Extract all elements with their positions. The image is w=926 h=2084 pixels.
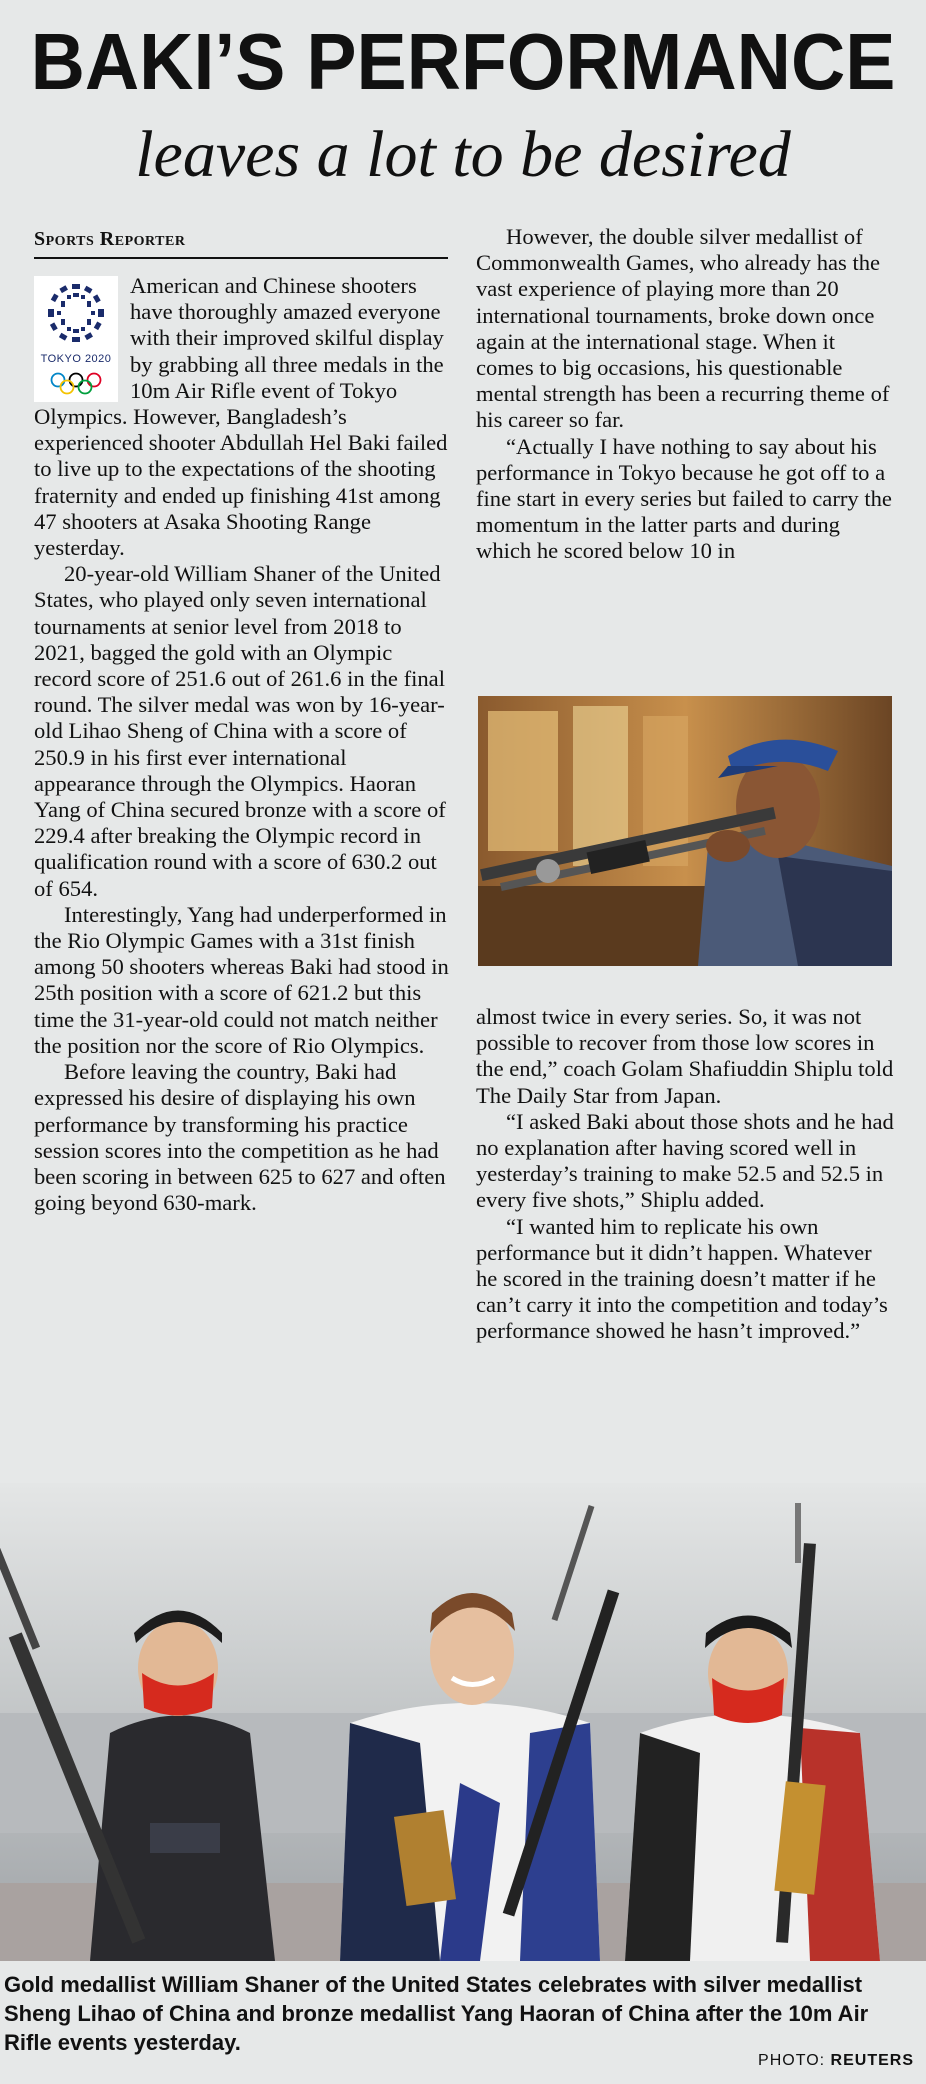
photo-credit	[758, 2052, 914, 2070]
paragraph: 20-year-old William Shaner of the United States, who played only seven international tournaments at senior level from 2018 to 2021, bagged the gold with an Olympic record score of 251.6 out of 261.6 in the final round. The silver medal was won by 16-year-old Lihao Sheng of China with a score of 250.9 in his first ever international appearance through the Olympics. Haoran Yang of China secured bronze with a score of 229.4 after breaking the Olympic record in qualification round with a score of 630.2 out of 654.	[34, 561, 446, 901]
byline: Sports Reporter	[34, 228, 186, 250]
photo-caption: Gold medallist William Shaner of the United States celebrates with silver medallist Sheng Lihao of China and bronze medallist Yang Haoran of China after the 10m Air Rifle events yesterday.	[4, 1972, 869, 2055]
paragraph: “I wanted him to replicate his own performance but it didn’t happen. Whatever he scored in the training doesn’t matter if he can’t carry it into the competition and today’s performance showed he hasn’t improved.”	[476, 1213, 888, 1344]
logo-text: TOKYO 2020	[40, 352, 112, 365]
article-column-2-top	[476, 224, 896, 565]
tokyo-2020-emblem-icon	[34, 276, 118, 402]
article-column-2-bottom	[476, 1004, 896, 1345]
paragraph: almost twice in every series. So, it was not possible to recover from those low scores in the end,” coach Golam Shafiuddin Shiplu told The Daily Star from Japan.	[476, 1004, 894, 1108]
paragraph: However, the double silver medallist of Commonwealth Games, who already has the vast experience of playing more than 20 international tournaments, broke down once again at the international stage. When it comes to big occasions, his questionable mental strength has been a recurring theme of his career so far.	[476, 224, 890, 433]
paragraph: Before leaving the country, Baki had expressed his desire of displaying his own performance by transforming his practice session scores into the competition as he had been scoring in between 625 to 627 and often going beyond 630-mark.	[34, 1059, 446, 1216]
credit-source: REUTERS	[830, 2052, 914, 2069]
article-column-1	[34, 273, 452, 1216]
paragraph: American and Chinese shooters have thoroughly amazed everyone with their improved skilful display by grabbing all three medals in the 10m Air Rifle event of Tokyo Olympics. However, Bangladesh’s experienced shooter Abdullah Hel Baki failed to live up to the expectations of the shooting fraternity and ended up finishing 41st among 47 shooters at Asaka Shooting Range yesterday.	[34, 273, 448, 561]
medallists-photo	[0, 1483, 926, 1961]
paragraph: “I asked Baki about those shots and he had no explanation after having scored well in yesterday’s training to make 52.5 and 52.5 in every five shots,” Shiplu added.	[476, 1108, 894, 1213]
headline: BAKI’S PERFORMANCE	[30, 17, 896, 106]
paragraph: “Actually I have nothing to say about his performance in Tokyo because he got off to a fine start in every series but failed to carry the momentum in the latter parts and during which he scored below 10 in	[476, 433, 892, 564]
shooter-photo	[478, 696, 892, 966]
subheadline: leaves a lot to be desired	[135, 118, 791, 191]
olympic-rings-icon	[48, 372, 104, 396]
credit-label: PHOTO:	[758, 2052, 826, 2069]
byline-rule	[34, 257, 448, 259]
paragraph: Interestingly, Yang had underperformed in the Rio Olympic Games with a 31st finish among 50 shooters whereas Baki had stood in 25th position with a score of 621.2 but this time the 31-year-old could not match neither the position nor the score of Rio Olympics.	[34, 901, 449, 1058]
